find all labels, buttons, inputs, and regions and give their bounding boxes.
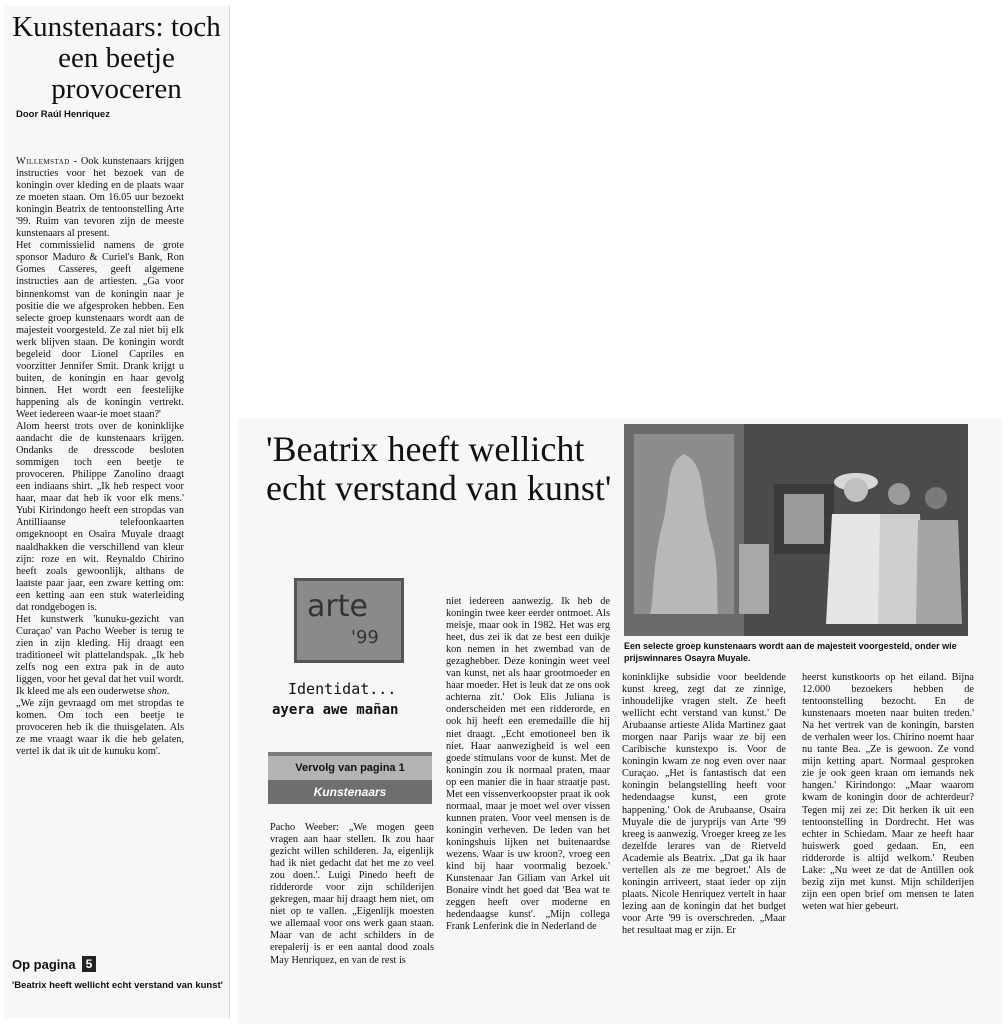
article1-body bbox=[16, 156, 184, 758]
article2-column-1: Pacho Weeber: „We mogen geen vragen aan haar stellen. Ik zou haar gezicht willen schilderen. Ja, eigenlijk had ik niet gedacht dat het me zo veel zou doen.'. Luigi Pinedo heeft de ridderorde voor zijn schilderijen gekregen, maar hij draagt hem niet, om niet op te vallen. „Eigenlijk moesten we allemaal voor ons werk gaan staan. Maar van de acht schilders in de erepalerij is er een aantal dood zoals May Henriquez, en van de rest is bbox=[270, 822, 434, 966]
slogan-line-2: ayera awe mañan bbox=[272, 702, 399, 718]
logo-text: arte bbox=[307, 589, 368, 624]
article-clipping-beatrix bbox=[238, 418, 1002, 1024]
paragraph-4 bbox=[16, 614, 184, 698]
article-clipping-kunstenaars bbox=[4, 6, 230, 1018]
paragraph-5: „We zijn gevraagd om met stropdas te komen. Om toch een beetje te provoceren heb ik die thuisgelaten. Als ze me vraagt waar ik die heb gelaten, vertel ik dat ik uit de kunuku kom'. bbox=[16, 698, 184, 758]
ref-article-title: 'Beatrix heeft wellicht echt verstand van kunst' bbox=[12, 980, 223, 991]
dateline: Willemstad bbox=[16, 156, 70, 167]
paragraph-2: Het commissielid namens de grote sponsor Maduro & Curiel's Bank, Ron Gomes Casseres, geeft algemene instructies aan de artiesten. „Ga voor binnenkomst van de koningin naar je positie die we afgesproken hebben. Een selecte groep kunstenaars wordt aan de majesteit voorgesteld. Ze zal niet bij elk werk blijven staan. De koningin wordt begeleid door Lionel Capriles en voorzitter Jennifer Smit. Drank krijgt u buiten, de koningin en haar gevolg binnen. Het wordt een feestelijke happening als de koningin vertrekt. Weet iedereen waar-ie moet staan?' bbox=[16, 240, 184, 420]
headline-beatrix: 'Beatrix heeft wellicht echt verstand van kunst' bbox=[266, 429, 612, 508]
photo-caption: Een selecte groep kunstenaars wordt aan de majesteit voorgesteld, onder wie prijswinnares Osayra Muyale. bbox=[624, 641, 957, 663]
ref-page-number: 5 bbox=[82, 956, 97, 972]
ref-label-text: Op pagina bbox=[12, 956, 76, 972]
exhibition-photo-illustration bbox=[624, 424, 968, 636]
paragraph-1-text: - Ook kunstenaars krijgen instructies voor het bezoek van de koningin over kleding en de plaats waar ze moeten staan. Om 16.05 uur bezoekt koningin Beatrix de tentoonstelling Arte '99. Ruim van tevoren zijn de meeste kunstenaars al present. bbox=[16, 156, 184, 240]
article2-column-3: koninklijke subsidie voor beeldende kunst kreeg, zegt dat ze zinnige, inhoudelijke vragen stelt. Ze heeft wellicht echt verstand van kunst.' De Arubaanse artieste Alida Martinez gaat morgen naar Parijs waar ze bij een Caribische kunstexpo is. Voor de koningin kwam ze nog even over naar Curaçao. „Het is fantastisch dat een koningin belangstelling heeft voor hedendaagse kunst, een grote happening.' Ook de Arubaanse, Osaira Muyale die de juryprijs van Arte '99 kreeg is aanwezig. Vroeger kreeg ze les dezelfde lerares van de Rietveld Academie als Beatrix. „Dat ga ik haar vertellen als ze me begroet.' Als de koningin arriveert, staat ieder op zijn plaats. Nicole Henriquez vertelt in haar lezing aan de koningin dat het budget voor Arte '99 is overschreden. „Maar het resultaat mag er zijn. Er bbox=[622, 672, 786, 936]
slogan-line-1: Identidat... bbox=[288, 680, 397, 698]
arte-99-logo bbox=[294, 578, 404, 663]
headline-kunstenaars: Kunstenaars: toch een beetje provoceren bbox=[12, 11, 221, 105]
paragraph-4-text: Het kunstwerk 'kunuku-gezicht van Curaçao' van Pacho Weeber is terug te zien in zijn kleding. Hij draagt een traditioneel wit plattelandspak. „Ik heb zelfs nog een extra pak in de auto liggen, voor het geval dat het vuil wordt. Ik kleed me als een ouderwetse bbox=[16, 613, 184, 698]
article2-column-2: niet iedereen aanwezig. Ik heb de koningin twee keer eerder ontmoet. Als meisje, maar ook in 1982. Het was erg heet, dus zei ik dat ze best een duikje kon nemen in het zwembad van de gezaghebber. Deze koningin weet veel van kunst, net als haar grootmoeder en haar moeder. Het is leuk dat ze ons ook achterna zit.' Ook Elis Juliana is onderscheiden met een ridderorde, en ook hij heeft een eremedaille die hij niet draagt. „Echt emotioneel ben ik niet. Haar aanwezigheid is wel een goede stimulans voor de kunst. Met de koningin zou ik normaal praten, maar op een manier die in haar straatje past. Met een vissenverkoopster praat ik ook normaal, maar je moet wel over vissen kunnen praten. Voor veel mensen is de koningin verheven. De leden van het koningshuis lijken net buitenaardse wezens. Waar is uw kroon?, vroeg een kind bij haar voormalig bezoek.' Kunstenaar Jan Giliam van Arkel uit Bonaire vindt het goed dat 'Bea wat te zeggen heeft over moderne en hedendaagse kunst'. „Mijn collega Frank Lenferink die in Nederland de bbox=[446, 596, 610, 933]
logo-year: '99 bbox=[351, 627, 379, 648]
paragraph-3: Alom heerst trots over de koninklijke aandacht die de kunstenaars krijgen. Ondanks de dresscode besloten sommigen toch een beetje te provoceren. Philippe Zanolino draagt een indiaans shirt. „Ik heb respect voor haar, maar dat heb ik voor elk mens.' Yubi Kirindongo heeft een stropdas van Antilliaanse telefoonkaarten omgeknoopt en Osaira Muyale draagt naaldhakken die verschillend van kleur zijn: roze en wit. Reynaldo Chirino heeft zoals gewoonlijk, althans de laatste paar jaar, een zware ketting om: een ketting aan een stuk waterleiding dat rondgebogen is. bbox=[16, 421, 184, 613]
page-reference bbox=[12, 956, 224, 991]
paragraph-1 bbox=[16, 156, 184, 240]
continued-banner: Vervolg van pagina 1 bbox=[268, 752, 432, 780]
shon-word: shon. bbox=[147, 686, 170, 698]
section-tag: Kunstenaars bbox=[268, 780, 432, 804]
byline: Door Raúl Henriquez bbox=[16, 109, 110, 120]
exhibition-photo bbox=[624, 424, 968, 636]
article2-column-4: heerst kunstkoorts op het eiland. Bijna 12.000 bezoekers hebben de tentoonstelling bezocht. En de kunstenaars moeten naar buiten treden.' Na het vertrek van de koningin, barsten de verhalen weer los. Chirino noemt haar nu tante Bea. „Ze is gewoon. Ze vond mijn ketting apart. Normaal gesproken zie je ook geen kraan om iemands nek hangen.' Kirindongo: „Maar waarom kwam de koningin door de achterdeur? Tegen mij zei ze: Dit herken ik uit een tentoonstelling in Dordrecht. Het was echter in Schiedam. Maar ze heeft haar huiswerk goed gedaan. En, een ridderorde is altijd welkom.' Reuben Lake: „Nu weet ze dat de Antillen ook bezig zijn met kunst. Mijn schilderijen zijn een open brief om mensen te laten weten wat hier gebeurt. bbox=[802, 672, 974, 912]
page-reference-label bbox=[12, 956, 224, 972]
